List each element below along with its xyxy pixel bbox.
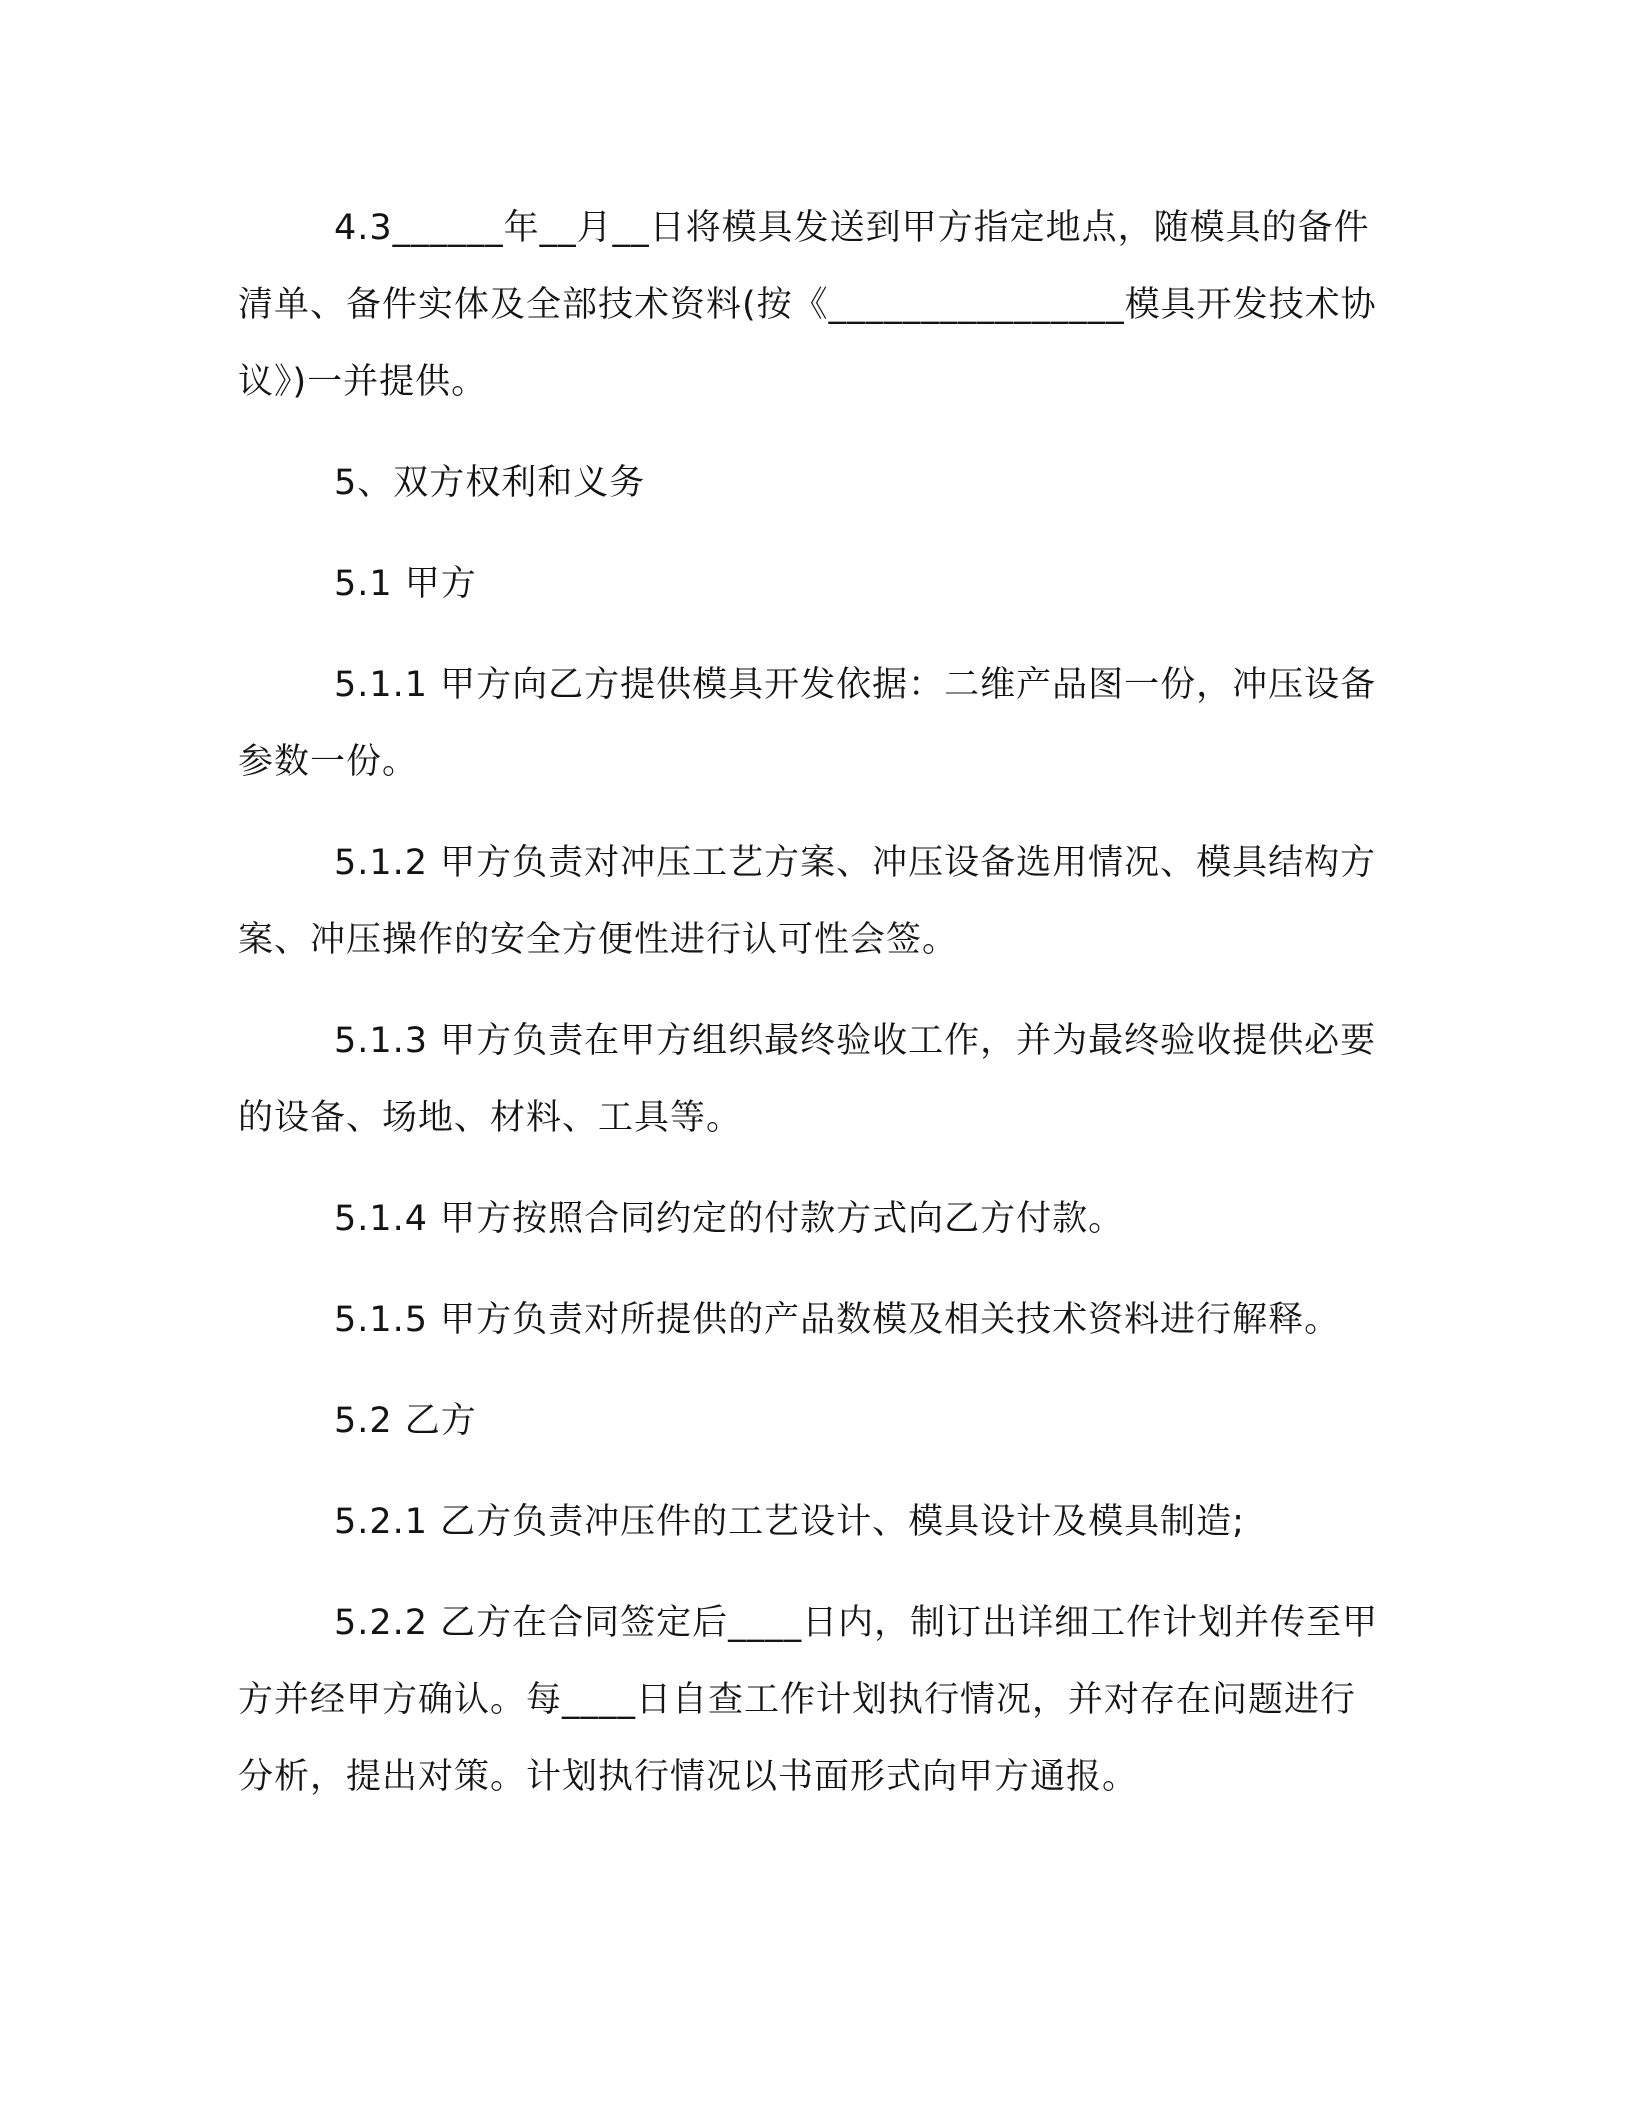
paragraph-gap [238,1258,1390,1282]
clause-5-1-4: 5.1.4 甲方按照合同约定的付款方式向乙方付款。 [334,1199,1125,1239]
clause-5-1-5: 5.1.5 甲方负责对所提供的产品数模及相关技术资料进行解释。 [334,1300,1341,1340]
section-5-heading: 5、双方权利和义务 [334,463,646,503]
paragraph-gap [238,522,1390,546]
clause-5-2-2: 5.2.2 乙方在合同签定后____日内，制订出详细工作计划并传至甲方并经甲方确认。每____日自查工作计划执行情况，并对存在问题进行分析，提出对策。计划执行情况以书面形式向甲方通报。 [238,1603,1379,1797]
clause-5-1-3: 5.1.3 甲方负责在甲方组织最终验收工作，并为最终验收提供必要的设备、场地、材料、工具等。 [238,1021,1377,1138]
paragraph-gap [238,1157,1390,1181]
paragraph-gap [238,1460,1390,1484]
clause-5-1-2: 5.1.2 甲方负责对冲压工艺方案、冲压设备选用情况、模具结构方案、冲压操作的安全方便性进行认可性会签。 [238,843,1377,960]
paragraph-gap [238,1359,1390,1383]
section-5-1-heading: 5.1 甲方 [334,564,477,604]
document-body [238,190,1390,1816]
clause-4-3: 4.3______年__月__日将模具发送到甲方指定地点，随模具的备件清单、备件实体及全部技术资料(按《________________模具开发技术协议》)一并提供。 [238,208,1377,402]
paragraph-gap [238,801,1390,825]
paragraph-gap [238,421,1390,445]
paragraph-gap [238,979,1390,1003]
clause-5-2-1: 5.2.1 乙方负责冲压件的工艺设计、模具设计及模具制造; [334,1502,1245,1542]
paragraph-gap [238,1561,1390,1585]
section-5-2-heading: 5.2 乙方 [334,1401,477,1441]
paragraph-gap [238,623,1390,647]
clause-5-1-1: 5.1.1 甲方向乙方提供模具开发依据：二维产品图一份，冲压设备参数一份。 [238,665,1377,782]
